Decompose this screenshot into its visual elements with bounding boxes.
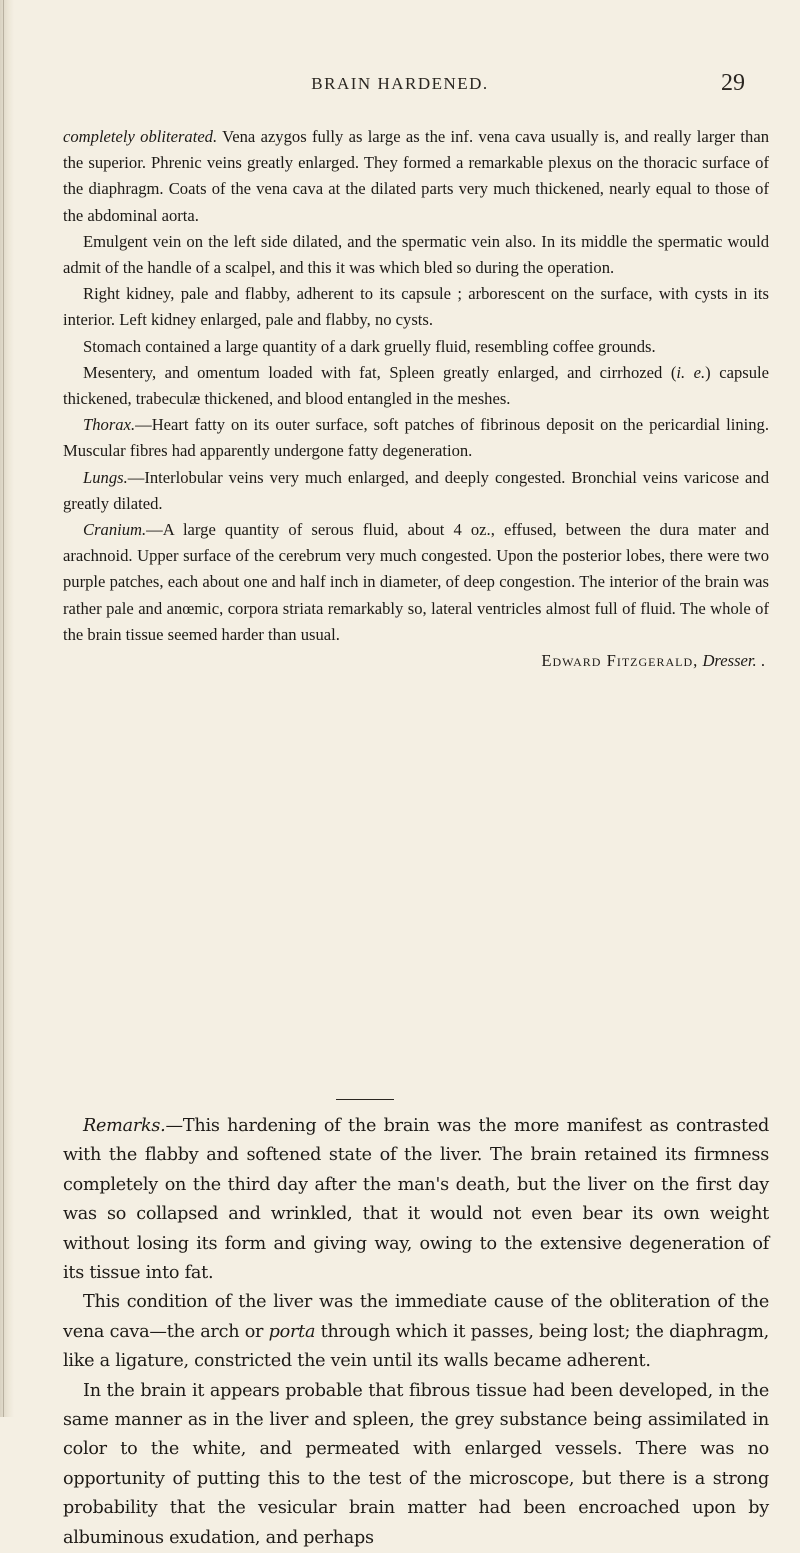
case-paragraph (63, 517, 769, 648)
paragraph-text: Vena azygos fully as large as the inf. vena cava usually is, and really larger than the superior. Phrenic veins greatly enlarged. They formed a remarkable plexus on the thoracic surface of the diaphragm. Coats of the vena cava at the dilated parts very much thickened, nearly equal to those of the abdominal aorta. (63, 127, 769, 225)
paragraph-text: through which it passes, being lost; the diaphragm, like a ligature, constricted the vein until its walls became adherent. (63, 1321, 769, 1372)
page-header (0, 70, 800, 104)
signature-trail: . (756, 651, 765, 671)
case-report (63, 124, 769, 674)
case-paragraph: Stomach contained a large quantity of a dark gruelly fluid, resembling coffee grounds. (83, 336, 656, 356)
paragraph-text: This condition of the liver was the immediate cause of the obliteration of the vena cava—the arch or (63, 1292, 769, 1342)
signature-name: Edward Fitzgerald, (541, 651, 699, 671)
paragraph-text: —A large quantity of serous fluid, about 4 oz., effused, between the dura mater and arachnoid. Upper surface of the cerebrum very much congested. Upon the posterior lobes, there were two purple patches, each about one and half inch in diameter, of deep congestion. The interior of the brain was rather pale and anœmic, corpora striata remarkably so, lateral ventricles almost full of fluid. The whole of the brain tissue seemed harder than usual. (63, 520, 769, 644)
paragraph-text: Mesentery, and omentum loaded with fat, Spleen greatly enlarged, and cirrhozed ( (83, 362, 677, 382)
italic-abbrev: i. e. (676, 362, 706, 382)
section-label: Cranium. (83, 520, 147, 540)
signature-line (63, 648, 769, 674)
running-head: BRAIN HARDENED. (311, 74, 489, 93)
remarks-paragraph (63, 1288, 769, 1376)
page-number: 29 (721, 70, 745, 96)
italic-term: porta (268, 1321, 316, 1342)
remarks-section (63, 1112, 769, 1553)
page-binding-edge (0, 0, 14, 1417)
case-paragraph (63, 124, 769, 229)
case-paragraph (63, 412, 769, 464)
remarks-label: Remarks. (83, 1116, 166, 1136)
case-paragraph: Right kidney, pale and flabby, adherent to its capsule ; arborescent on the surface, with cysts in its interior. Left kidney enlarged, pale and flabby, no cysts. (63, 284, 769, 330)
section-rule (336, 1099, 394, 1100)
signature-role: Dresser. (702, 651, 757, 671)
case-paragraph (63, 360, 769, 412)
paragraph-text: —Heart fatty on its outer surface, soft patches of fibrinous deposit on the pericardial lining. Muscular fibres had apparently undergone fatty degeneration. (63, 415, 769, 461)
case-paragraph: Emulgent vein on the left side dilated, and the spermatic vein also. In its middle the spermatic would admit of the handle of a scalpel, and this it was which bled so during the operation. (63, 231, 769, 278)
paragraph-text: —This hardening of the brain was the more manifest as contrasted with the flabby and softened state of the liver. The brain retained its firmness completely on the third day after the man's death, but the liver on the first day was so collapsed and wrinkled, that it would not even bear its own weight without losing its form and giving way, owing to the extensive degeneration of its tissue into fat. (63, 1116, 769, 1284)
case-paragraph (63, 465, 769, 517)
section-label: Lungs. (83, 467, 128, 487)
binding-line (3, 0, 4, 1417)
paragraph-text: ) capsule thickened, trabeculæ thickened, and blood entangled in the meshes. (63, 362, 769, 409)
paragraph-text: —Interlobular veins very much enlarged, and deeply congested. Bronchial veins varicose and greatly dilated. (63, 467, 769, 513)
remarks-paragraph (63, 1112, 769, 1288)
lead-in: completely obliterated. (63, 127, 218, 146)
section-label: Thorax. (83, 415, 136, 435)
remarks-paragraph: In the brain it appears probable that fibrous tissue had been developed, in the same manner as in the liver and spleen, the grey substance being assimilated in color to the white, and permeated with enlarged vessels. There was no opportunity of putting this to the test of the microscope, but there is a strong probability that the vesicular brain matter had been encroached upon by albuminous exudation, and perhaps (63, 1380, 769, 1548)
